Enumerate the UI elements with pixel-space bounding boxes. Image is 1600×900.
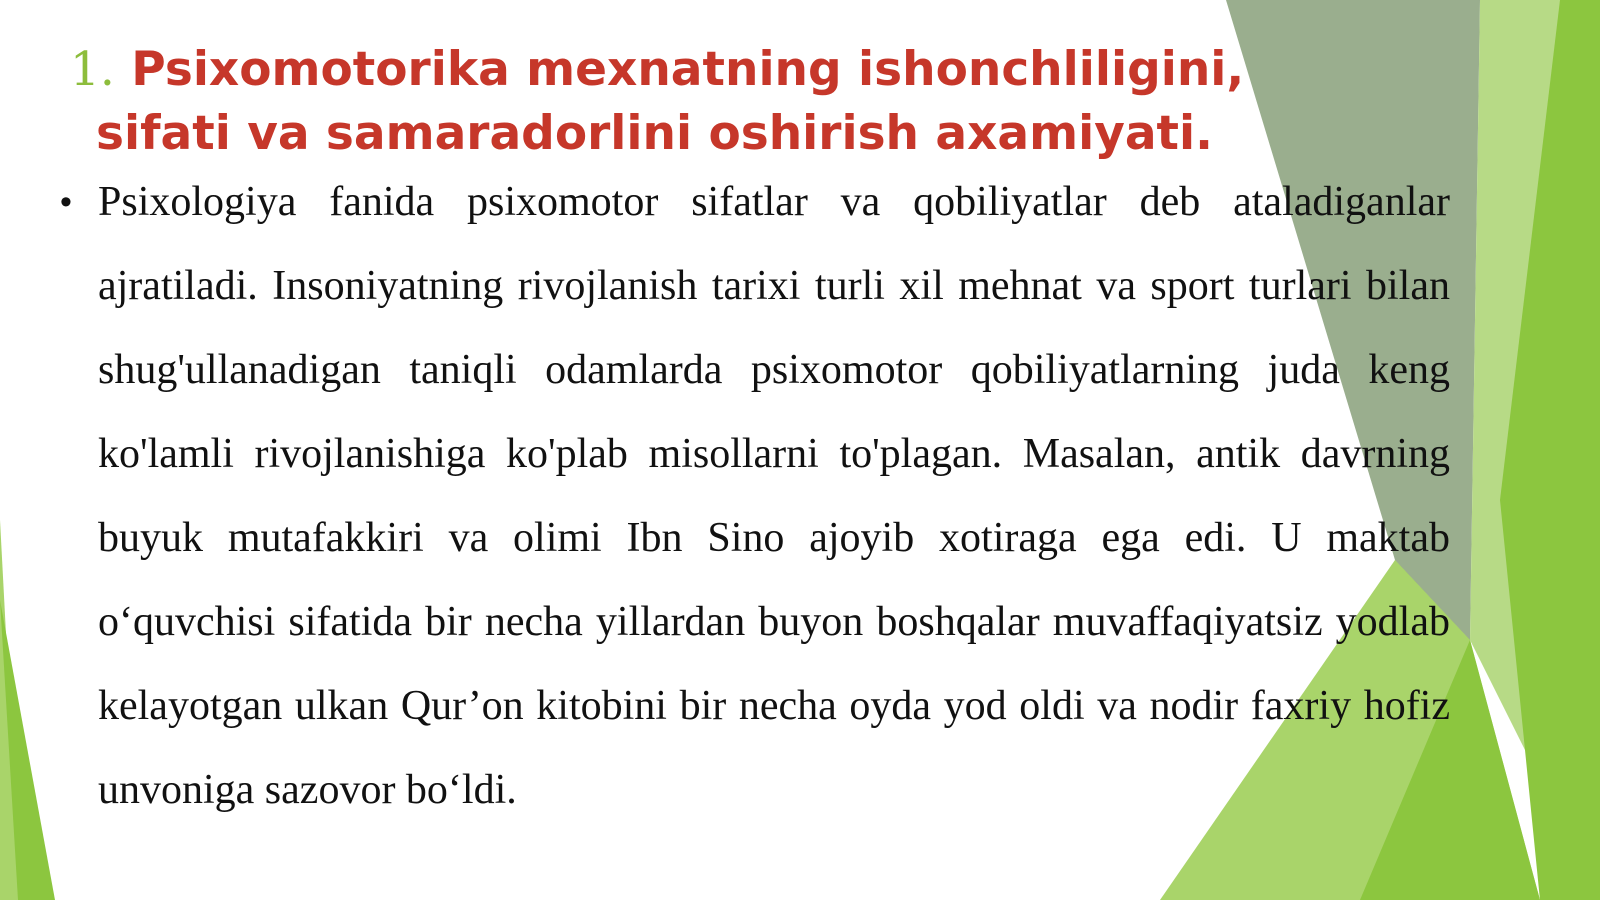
slide-title	[70, 38, 1310, 166]
bullet-text: Psixologiya fanida psixomotor sifatlar va qobiliyatlar deb ataladiganlar ajratiladi. Insoniyatning rivojlanish tarixi turli xil mehnat va sport turlari bilan shug'ullanadigan taniqli odamlarda psixomotor qobiliyatlarning juda keng ko'lamli rivojlanishiga ko'plab misollarni to'plagan. Masalan, antik davrning buyuk mutafakkiri va olimi Ibn Sino ajoyib xotiraga ega edi. U maktab o‘quvchisi sifatida bir necha yillardan buyon boshqalar muvaffaqiyatsiz yodlab kelayotgan ulkan Qur’on kitobini bir necha oyda yod oldi va nodir faxriy hofiz unvoniga sazovor bo‘ldi.	[98, 179, 1450, 813]
title-line-1	[70, 38, 1310, 102]
bullet-item	[60, 160, 1450, 832]
title-text-line-2: sifati va samaradorlini oshirish axamiyati.	[96, 106, 1213, 161]
title-number: 1.	[70, 42, 115, 97]
slide-body	[60, 160, 1450, 832]
title-text-line-1: Psixomotorika mexnatning ishonchliligini,	[131, 42, 1245, 97]
bullet-icon: •	[60, 183, 72, 221]
